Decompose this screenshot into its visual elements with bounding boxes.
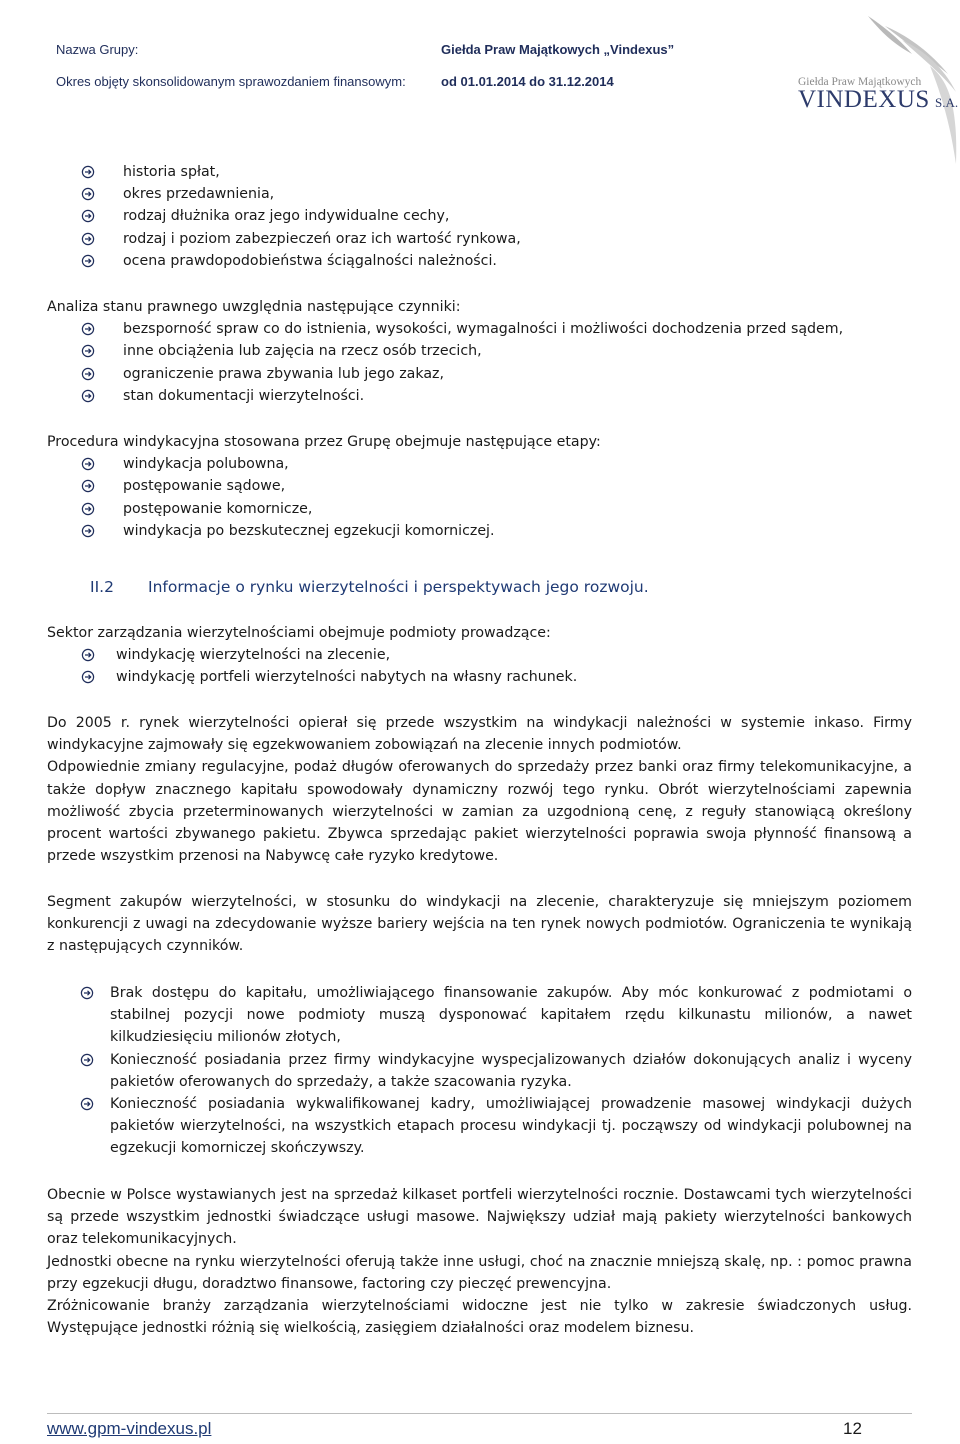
list-item-text: okres przedawnienia, [123,186,275,203]
arrow-circle-icon [81,187,95,201]
logo-top-text: Giełda Praw Majątkowych [798,76,922,88]
procedure-section [47,431,912,542]
arrow-circle-icon [81,524,95,538]
list-item-text: rodzaj dłużnika oraz jego indywidualne cechy, [123,208,450,225]
list-item-text: ograniczenie prawa zbywania lub jego zakaz, [123,365,444,382]
paragraph-market-history [47,712,912,867]
list-item-text: windykacja po bezskutecznej egzekucji komorniczej. [123,522,495,539]
list-item-text: windykację portfeli wierzytelności nabytych na własny rachunek. [116,669,578,686]
list-item-text: postępowanie komornicze, [123,500,313,517]
header-period-value: od 01.01.2014 do 31.12.2014 [441,74,614,89]
page-number: 12 [843,1419,862,1438]
list-item [47,318,912,340]
list-item-text: bezsporność spraw co do istnienia, wysokości, wymagalności i możliwości dochodzenia przed sądem, [123,321,844,338]
logo-main-text: VINDEXUS [798,86,930,113]
list-item-text: windykacja polubowna, [123,456,289,473]
list-item [47,205,912,227]
header-period-label: Okres objęty skonsolidowanym sprawozdaniem finansowym: [56,74,406,89]
list-item-text: Konieczność posiadania wykwalifikowanej kadry, umożliwiającej prowadzenie masowej windykacji dużych pakietów wierzytelności, na wszystkich etapach procesu windykacji tj. począwszy od windykacji polubownej na egzekucji komorniczej skończywszy. [110,1096,912,1157]
arrow-circle-icon [80,1097,94,1111]
list-item [47,1049,912,1093]
list-item-text: ocena prawdopodobieństwa ściągalności należności. [123,252,497,269]
arrow-circle-icon [81,670,95,684]
section-title: Informacje o rynku wierzytelności i perspektywach jego rozwoju. [148,578,649,596]
list-item [47,228,912,250]
list-item-text: Konieczność posiadania przez firmy windykacyjne wyspecjalizowanych działów dokonujących analiz i wyceny pakietów oferowanych do sprzedaży, a także szacowania ryzyka. [110,1051,912,1090]
list-item [47,453,912,475]
list-item [47,340,912,362]
paragraph: Zróżnicowanie branży zarządzania wierzytelnościami widoczne jest nie tylko w zakresie świadczonych usług. Występujące jednostki różnią się wielkością, zasięgiem działalności oraz modelem biznesu. [47,1298,912,1337]
legal-intro: Analiza stanu prawnego uwzględnia następujące czynniki: [47,299,461,315]
arrow-circle-icon [81,502,95,516]
list-item [47,982,912,1049]
list-evaluation-factors [47,161,912,272]
paragraph: Obecnie w Polsce wystawianych jest na sprzedaż kilkaset portfeli wierzytelności rocznie. Dostawcami tych wierzytelności są przede wszystkim jednostki świadczące usługi masowe. Największy udział mają pakiety wierzytelności bankowych oraz telekomunikacyjnych. [47,1187,912,1248]
list-item-text: windykację wierzytelności na zlecenie, [116,647,391,664]
list-item [47,520,912,542]
list-item [47,666,912,688]
header-group-value: Giełda Praw Majątkowych „Vindexus” [441,42,675,57]
list-item-text: postępowanie sądowe, [123,478,286,495]
arrow-circle-icon [81,479,95,493]
arrow-circle-icon [81,322,95,336]
arrow-circle-icon [81,254,95,268]
arrow-circle-icon [81,165,95,179]
list-item [47,385,912,407]
section-number: II.2 [90,578,114,596]
section-heading [90,576,649,598]
arrow-circle-icon [81,344,95,358]
paragraph-segment: Segment zakupów wierzytelności, w stosunku do windykacji na zlecenie, charakteryzuje się mniejszym poziomem konkurencji z uwagi na zdecydowanie wyższe bariery wejścia na ten rynek nowych podmiotów. Ograniczenia te wynikają z następujących czynników. [47,894,912,955]
footer-website-link[interactable]: www.gpm-vindexus.pl [47,1419,212,1438]
list-item [47,475,912,497]
arrow-circle-icon [81,457,95,471]
footer-divider [47,1413,912,1414]
list-item-text: rodzaj i poziom zabezpieczeń oraz ich wartość rynkowa, [123,230,521,247]
arrow-circle-icon [81,209,95,223]
arrow-circle-icon [81,367,95,381]
list-item [47,1093,912,1160]
paragraph: Jednostki obecne na rynku wierzytelności oferują także inne usługi, choć na znacznie mniejszą skalę, np. : pomoc prawna przy egzekucji długu, doradztwo finansowe, factoring czy pieczęć prewencyjna. [47,1253,912,1292]
arrow-circle-icon [81,389,95,403]
paragraph: Odpowiednie zmiany regulacyjne, podaż długów oferowanych do sprzedaży przez banki oraz firmy telekomunikacyjne, a także dopływ znacznego kapitału spowodowały dynamiczny rozwój tego rynku. Obrót wierzytelnościami zapewnia możliwość zbycia przeterminowanych wierzytelności w zamian za uzgodnioną cenę, z reguły stanowiącą określony procent wartości zbywanego pakietu. Zbywca sprzedając pakiet wierzytelności poprawia swoja płynność finansową a przede wszystkim przenosi na Nabywcę całe ryzyko kredytowe. [47,759,912,865]
arrow-circle-icon [80,1053,94,1067]
vindexus-logo [790,14,960,164]
header-group-label: Nazwa Grupy: [56,42,139,57]
arrow-circle-icon [80,986,94,1000]
logo-suffix-text: S.A. [935,95,959,110]
arrow-circle-icon [81,648,95,662]
list-item [47,644,912,666]
list-item [47,161,912,183]
list-item [47,250,912,272]
list-item [47,363,912,385]
list-item-text: historia spłat, [123,164,220,180]
sector-section [47,622,912,689]
list-barriers [47,982,912,1160]
arrow-circle-icon [81,232,95,246]
paragraph-current-market [47,1184,912,1339]
list-item-text: stan dokumentacji wierzytelności. [123,387,365,404]
list-item [47,498,912,520]
paragraph: Do 2005 r. rynek wierzytelności opierał się przede wszystkim na windykacji należności w systemie inkaso. Firmy windykacyjne zajmowały się egzekwowaniem zobowiązań na zlecenie innych podmiotów. [47,715,912,754]
list-item-text: inne obciążenia lub zajęcia na rzecz osób trzecich, [123,343,482,360]
sector-intro: Sektor zarządzania wierzytelnościami obejmuje podmioty prowadzące: [47,625,551,641]
list-item-text: Brak dostępu do kapitału, umożliwiającego finansowanie zakupów. Aby móc konkurować z podmiotami o stabilnej pozycji nowe podmioty muszą dysponować kapitałem rzędu kilkunastu milionów, a nawet kilkudziesięciu milionów złotych, [110,985,912,1046]
list-item [47,183,912,205]
procedure-intro: Procedura windykacyjna stosowana przez Grupę obejmuje następujące etapy: [47,434,601,450]
legal-analysis-section [47,296,912,407]
